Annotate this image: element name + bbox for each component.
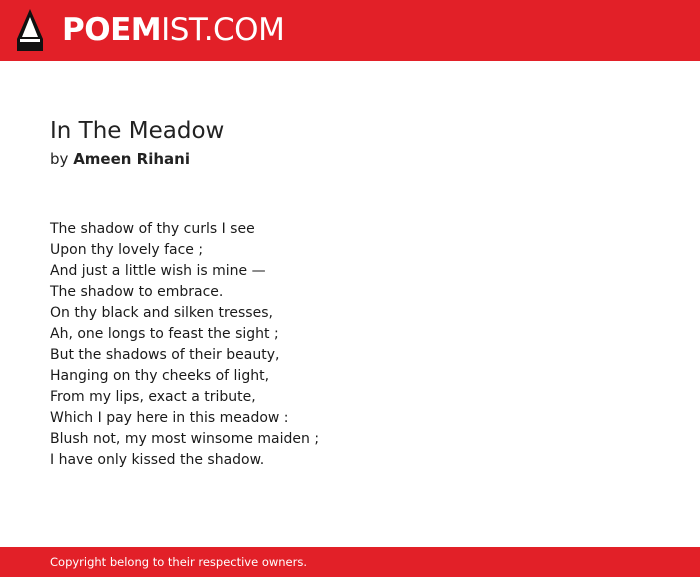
site-footer	[0, 547, 700, 577]
poem-line: Blush not, my most winsome maiden ;	[50, 431, 320, 447]
poem-line: From my lips, exact a tribute,	[50, 389, 256, 405]
logo-light-text: IST.COM	[161, 12, 285, 48]
poem-line: Which I pay here in this meadow :	[50, 410, 289, 426]
poem-line: But the shadows of their beauty,	[50, 347, 280, 363]
byline	[50, 149, 190, 169]
site-logo[interactable]	[62, 12, 284, 48]
author-name[interactable]: Ameen Rihani	[73, 150, 190, 168]
site-header	[0, 0, 700, 61]
copyright-text: Copyright belong to their respective owners.	[50, 555, 308, 569]
poem-line: And just a little wish is mine —	[50, 263, 266, 279]
poem-title: In The Meadow	[50, 118, 225, 144]
poem-line: I have only kissed the shadow.	[50, 452, 265, 468]
poem-line: Hanging on thy cheeks of light,	[50, 368, 270, 384]
logo-bold-text: POEM	[62, 12, 162, 48]
by-label: by	[50, 150, 69, 168]
poem-line: The shadow of thy curls I see	[50, 221, 255, 237]
poem-line: Ah, one longs to feast the sight ;	[50, 326, 279, 342]
poem-line: Upon thy lovely face ;	[50, 242, 204, 258]
poem-body	[50, 219, 319, 471]
poem-line: On thy black and silken tresses,	[50, 305, 273, 321]
poem-line: The shadow to embrace.	[50, 284, 224, 300]
pencil-icon[interactable]	[17, 9, 43, 51]
